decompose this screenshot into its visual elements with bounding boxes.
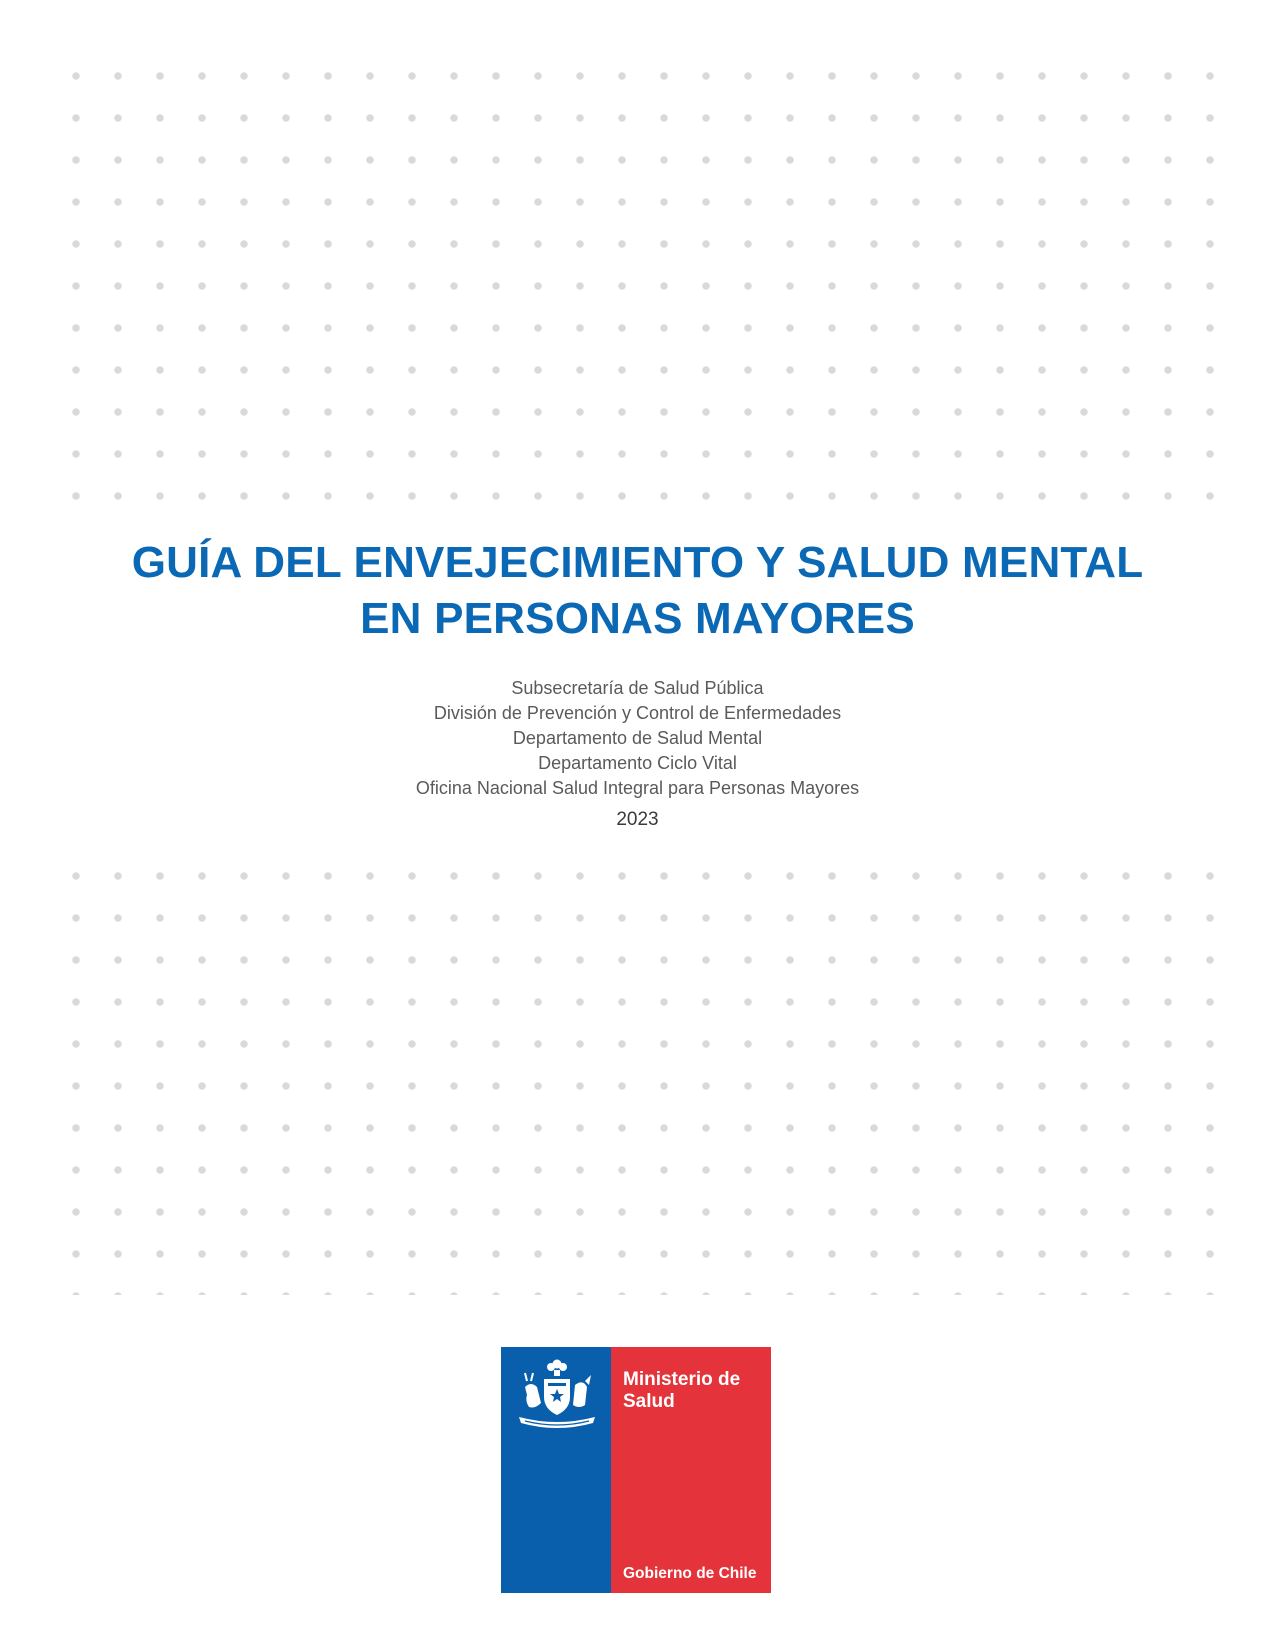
org-line-oficina-nacional: Oficina Nacional Salud Integral para Personas Mayores [415, 778, 860, 798]
document-title [0, 535, 1275, 647]
org-line-division: División de Prevención y Control de Enfermedades [433, 703, 842, 723]
decorative-dot-pattern-bottom [55, 855, 1225, 1295]
ministry-name-line-2: Salud [623, 1391, 675, 1412]
logo-blue-panel [501, 1347, 611, 1593]
org-line-subsecretaria: Subsecretaría de Salud Pública [511, 678, 764, 698]
title-line-2: EN PERSONAS MAYORES [360, 594, 915, 643]
government-name: Gobierno de Chile [623, 1565, 757, 1582]
ministry-name-line-1: Ministerio de [623, 1369, 741, 1390]
decorative-dot-pattern-top [55, 55, 1225, 510]
issuing-organizations [0, 676, 1275, 832]
coat-of-arms-icon [511, 1357, 601, 1437]
org-line-depto-ciclo-vital: Departamento Ciclo Vital [538, 753, 737, 773]
publication-year: 2023 [616, 809, 659, 830]
ministry-logo [501, 1347, 771, 1593]
org-line-depto-salud-mental: Departamento de Salud Mental [512, 728, 763, 748]
ministry-name [623, 1369, 763, 1413]
title-line-1: GUÍA DEL ENVEJECIMIENTO Y SALUD MENTAL [131, 538, 1144, 587]
logo-red-panel [611, 1347, 771, 1593]
